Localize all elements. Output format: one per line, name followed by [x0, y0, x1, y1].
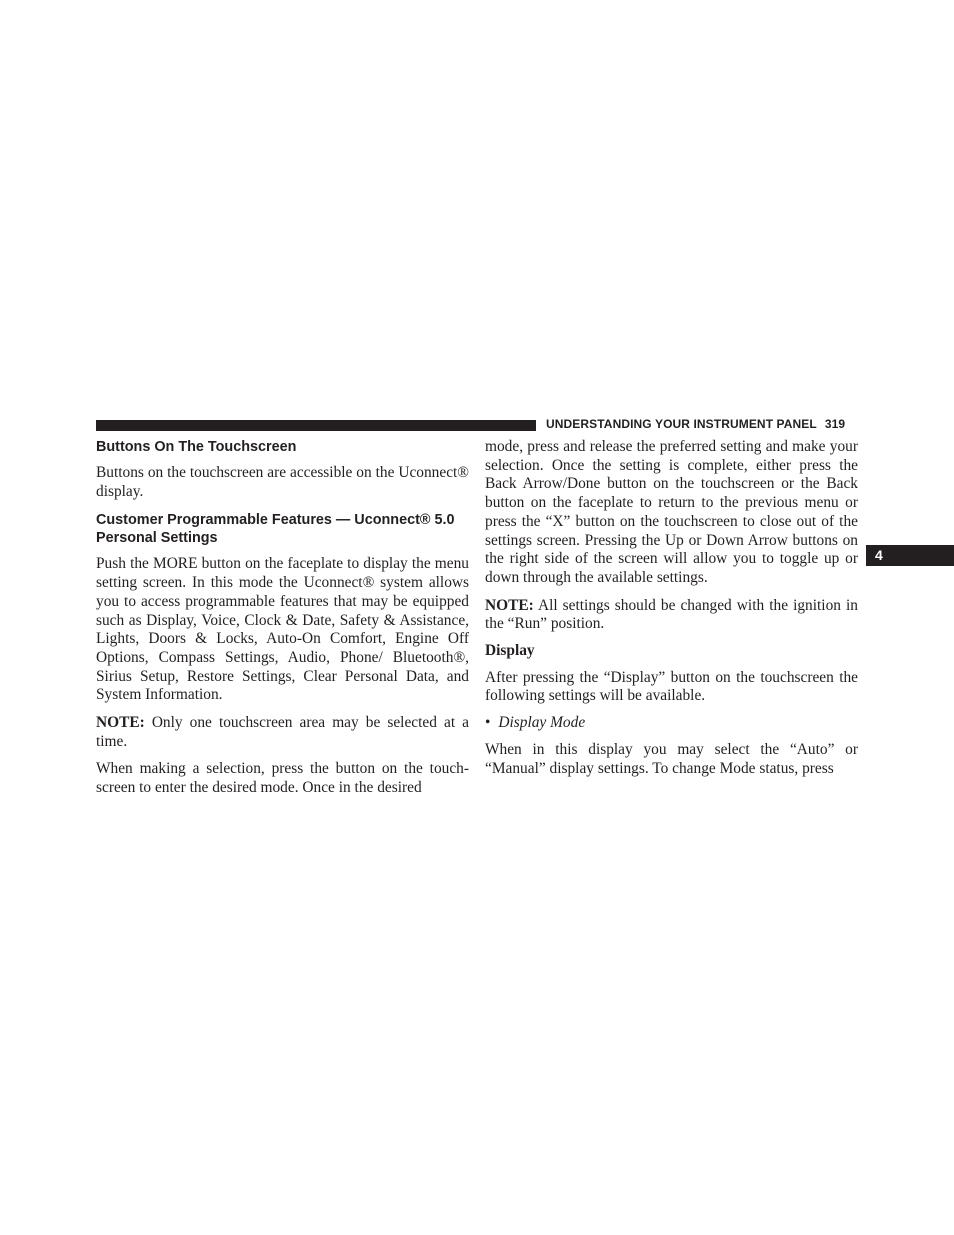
heading-customer-programmable-features: Customer Programmable Features — Uconnect® 5.0 Personal Settings: [96, 512, 455, 547]
page-number: 319: [824, 417, 846, 431]
paragraph: mode, press and release the preferred setting and make your selection. Once the setting is complete, either press the Back Arrow/Done button on the touchscreen or the Back button on the faceplate to return to the previous menu or press the “X” button on the touchscreen to close out of the settings screen. Pressing the Up or Down Arrow buttons on the right side of the screen will allow you to toggle up or down through the available settings.: [485, 438, 858, 586]
heading-display: Display: [485, 642, 535, 660]
note-paragraph: [485, 597, 858, 634]
bullet-item: [485, 714, 858, 733]
paragraph: Push the MORE button on the faceplate to display the menu setting screen. In this mode the Uconnect® system allows you to access programmable features that may be equipped such as Display, Voice, Clock & Date, Safety & Assistance, Lights, Doors & Locks, Auto-On Comfort, Engine Off Options, Compass Settings, Audio, Phone/ Bluetooth®, Sirius Setup, Restore Settings, Clear Personal Data, and System Information.: [96, 555, 469, 704]
right-column: [485, 438, 858, 778]
heading-buttons-on-touchscreen: Buttons On The Touchscreen: [96, 439, 297, 455]
paragraph: When making a selection, press the button on the touch-screen to enter the desired mode. Once in the desired: [96, 760, 469, 797]
note-label: NOTE:: [485, 596, 534, 614]
header-rule: [96, 420, 536, 431]
note-label: NOTE:: [96, 714, 145, 732]
chapter-tab: 4: [866, 545, 954, 566]
note-text: Only one touchscreen area may be selected at a time.: [96, 714, 469, 750]
note-paragraph: [96, 714, 469, 751]
note-text: All settings should be changed with the ignition in the “Run” position.: [485, 596, 858, 633]
paragraph: After pressing the “Display” button on the touchscreen the following settings will be available.: [485, 668, 858, 705]
left-column: [96, 438, 469, 798]
paragraph: When in this display you may select the “Auto” or “Manual” display settings. To change Mode status, press: [485, 740, 858, 777]
bullet-symbol: •: [485, 714, 491, 732]
paragraph: Buttons on the touchscreen are accessible on the Uconnect® display.: [96, 464, 469, 500]
section-title: UNDERSTANDING YOUR INSTRUMENT PANEL: [546, 417, 817, 431]
running-header: [546, 417, 845, 431]
bullet-label: Display Mode: [498, 714, 586, 732]
